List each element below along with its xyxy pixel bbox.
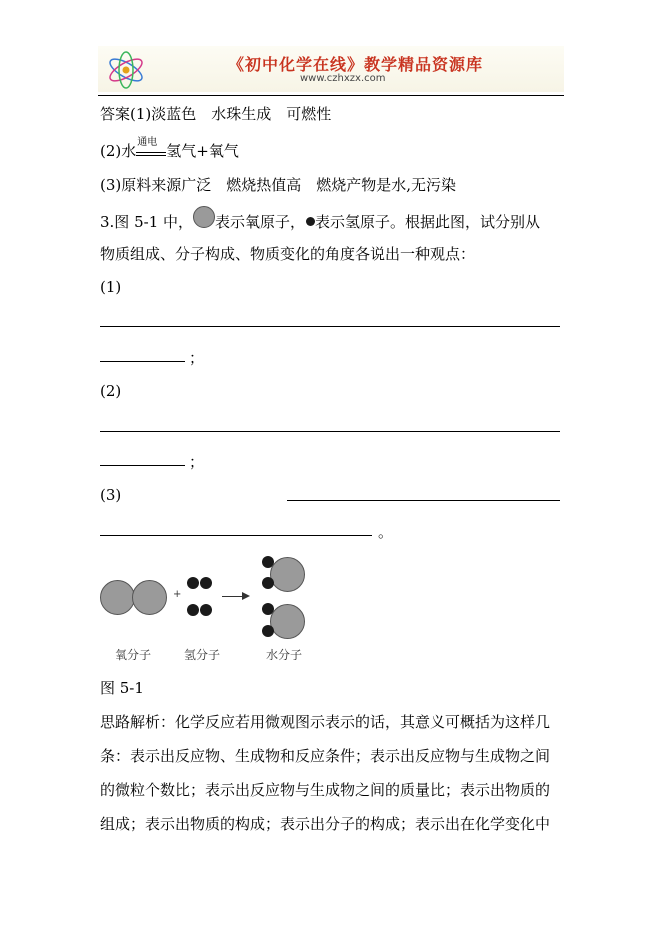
answer-line-3: (3)原料来源广泛 燃烧热值高 燃烧产物是水,无污染 xyxy=(100,176,457,194)
question-intro-mid: 表示氧原子， xyxy=(215,213,306,231)
answer-line-2 xyxy=(100,137,239,161)
hydrogen-atom-2a xyxy=(187,604,199,616)
answer-line-2-suffix: 氢气+氧气 xyxy=(166,142,239,160)
part-2-label: (2) xyxy=(100,382,122,400)
question-intro-line-2: 物质组成、分子构成、物质变化的角度各说出一种观点： xyxy=(100,245,476,263)
question-intro-suffix: 表示氢原子。根据此图，试分别从 xyxy=(315,213,541,231)
answer-line-1: 答案(1)淡蓝色 水珠生成 可燃性 xyxy=(100,105,332,123)
water-2-hydrogen-b xyxy=(262,625,274,637)
part-1-answer-line[interactable] xyxy=(100,326,560,327)
analysis-line-4: 组成；表示出物质的构成；表示出分子的构成；表示出在化学变化中 xyxy=(100,815,551,833)
water-1-oxygen xyxy=(270,557,305,592)
oxygen-atom-icon xyxy=(193,212,215,232)
header-url: www.czhxzx.com xyxy=(300,73,386,84)
hydrogen-atom-icon xyxy=(305,212,315,232)
arrow-head-icon xyxy=(242,592,250,600)
answer-line-2-prefix: (2)水 xyxy=(100,142,137,160)
question-intro xyxy=(100,212,540,232)
hydrogen-atom-1a xyxy=(187,577,199,589)
header-title: 《初中化学在线》教学精品资源库 xyxy=(228,55,484,74)
oxygen-atom-1 xyxy=(100,580,135,615)
plus-sign: + xyxy=(173,589,182,600)
analysis-line-1: 思路解析：化学反应若用微观图示表示的话，其意义可概括为这样几 xyxy=(100,713,551,731)
equals-line-top xyxy=(136,152,166,153)
label-water-molecule: 水分子 xyxy=(266,648,303,662)
equals-line-bottom xyxy=(136,155,166,156)
part-2-answer-line[interactable] xyxy=(100,431,560,432)
part-2-semicolon: ； xyxy=(189,453,205,471)
analysis-line-3: 的微粒个数比；表示出反应物与生成物之间的质量比；表示出物质的 xyxy=(100,781,551,799)
water-2-oxygen xyxy=(270,604,305,639)
reaction-condition-label: 通电 xyxy=(137,137,158,148)
part-2-answer-line-short[interactable] xyxy=(100,465,185,466)
water-1-hydrogen-b xyxy=(262,577,274,589)
label-oxygen-molecule: 氧分子 xyxy=(115,648,152,662)
hydrogen-atom-1b xyxy=(200,577,212,589)
hydrogen-atom-2b xyxy=(200,604,212,616)
part-3-label: (3) xyxy=(100,486,122,504)
header-divider xyxy=(98,95,564,96)
figure-caption: 图 5-1 xyxy=(100,679,144,697)
part-1-answer-line-short[interactable] xyxy=(100,361,185,362)
part-1-semicolon: ； xyxy=(189,349,205,367)
part-1-label: (1) xyxy=(100,278,122,296)
oxygen-atom-2 xyxy=(132,580,167,615)
question-intro-prefix: 3.图 5-1 中， xyxy=(100,213,194,231)
part-3-answer-line-short[interactable] xyxy=(100,535,372,536)
reaction-condition xyxy=(136,137,166,161)
part-3-answer-line[interactable] xyxy=(287,500,560,501)
label-hydrogen-molecule: 氢分子 xyxy=(184,648,221,662)
analysis-line-2: 条：表示出反应物、生成物和反应条件；表示出反应物与生成物之间 xyxy=(100,747,551,765)
atom-logo-icon xyxy=(104,50,148,90)
part-3-period: 。 xyxy=(378,523,394,541)
